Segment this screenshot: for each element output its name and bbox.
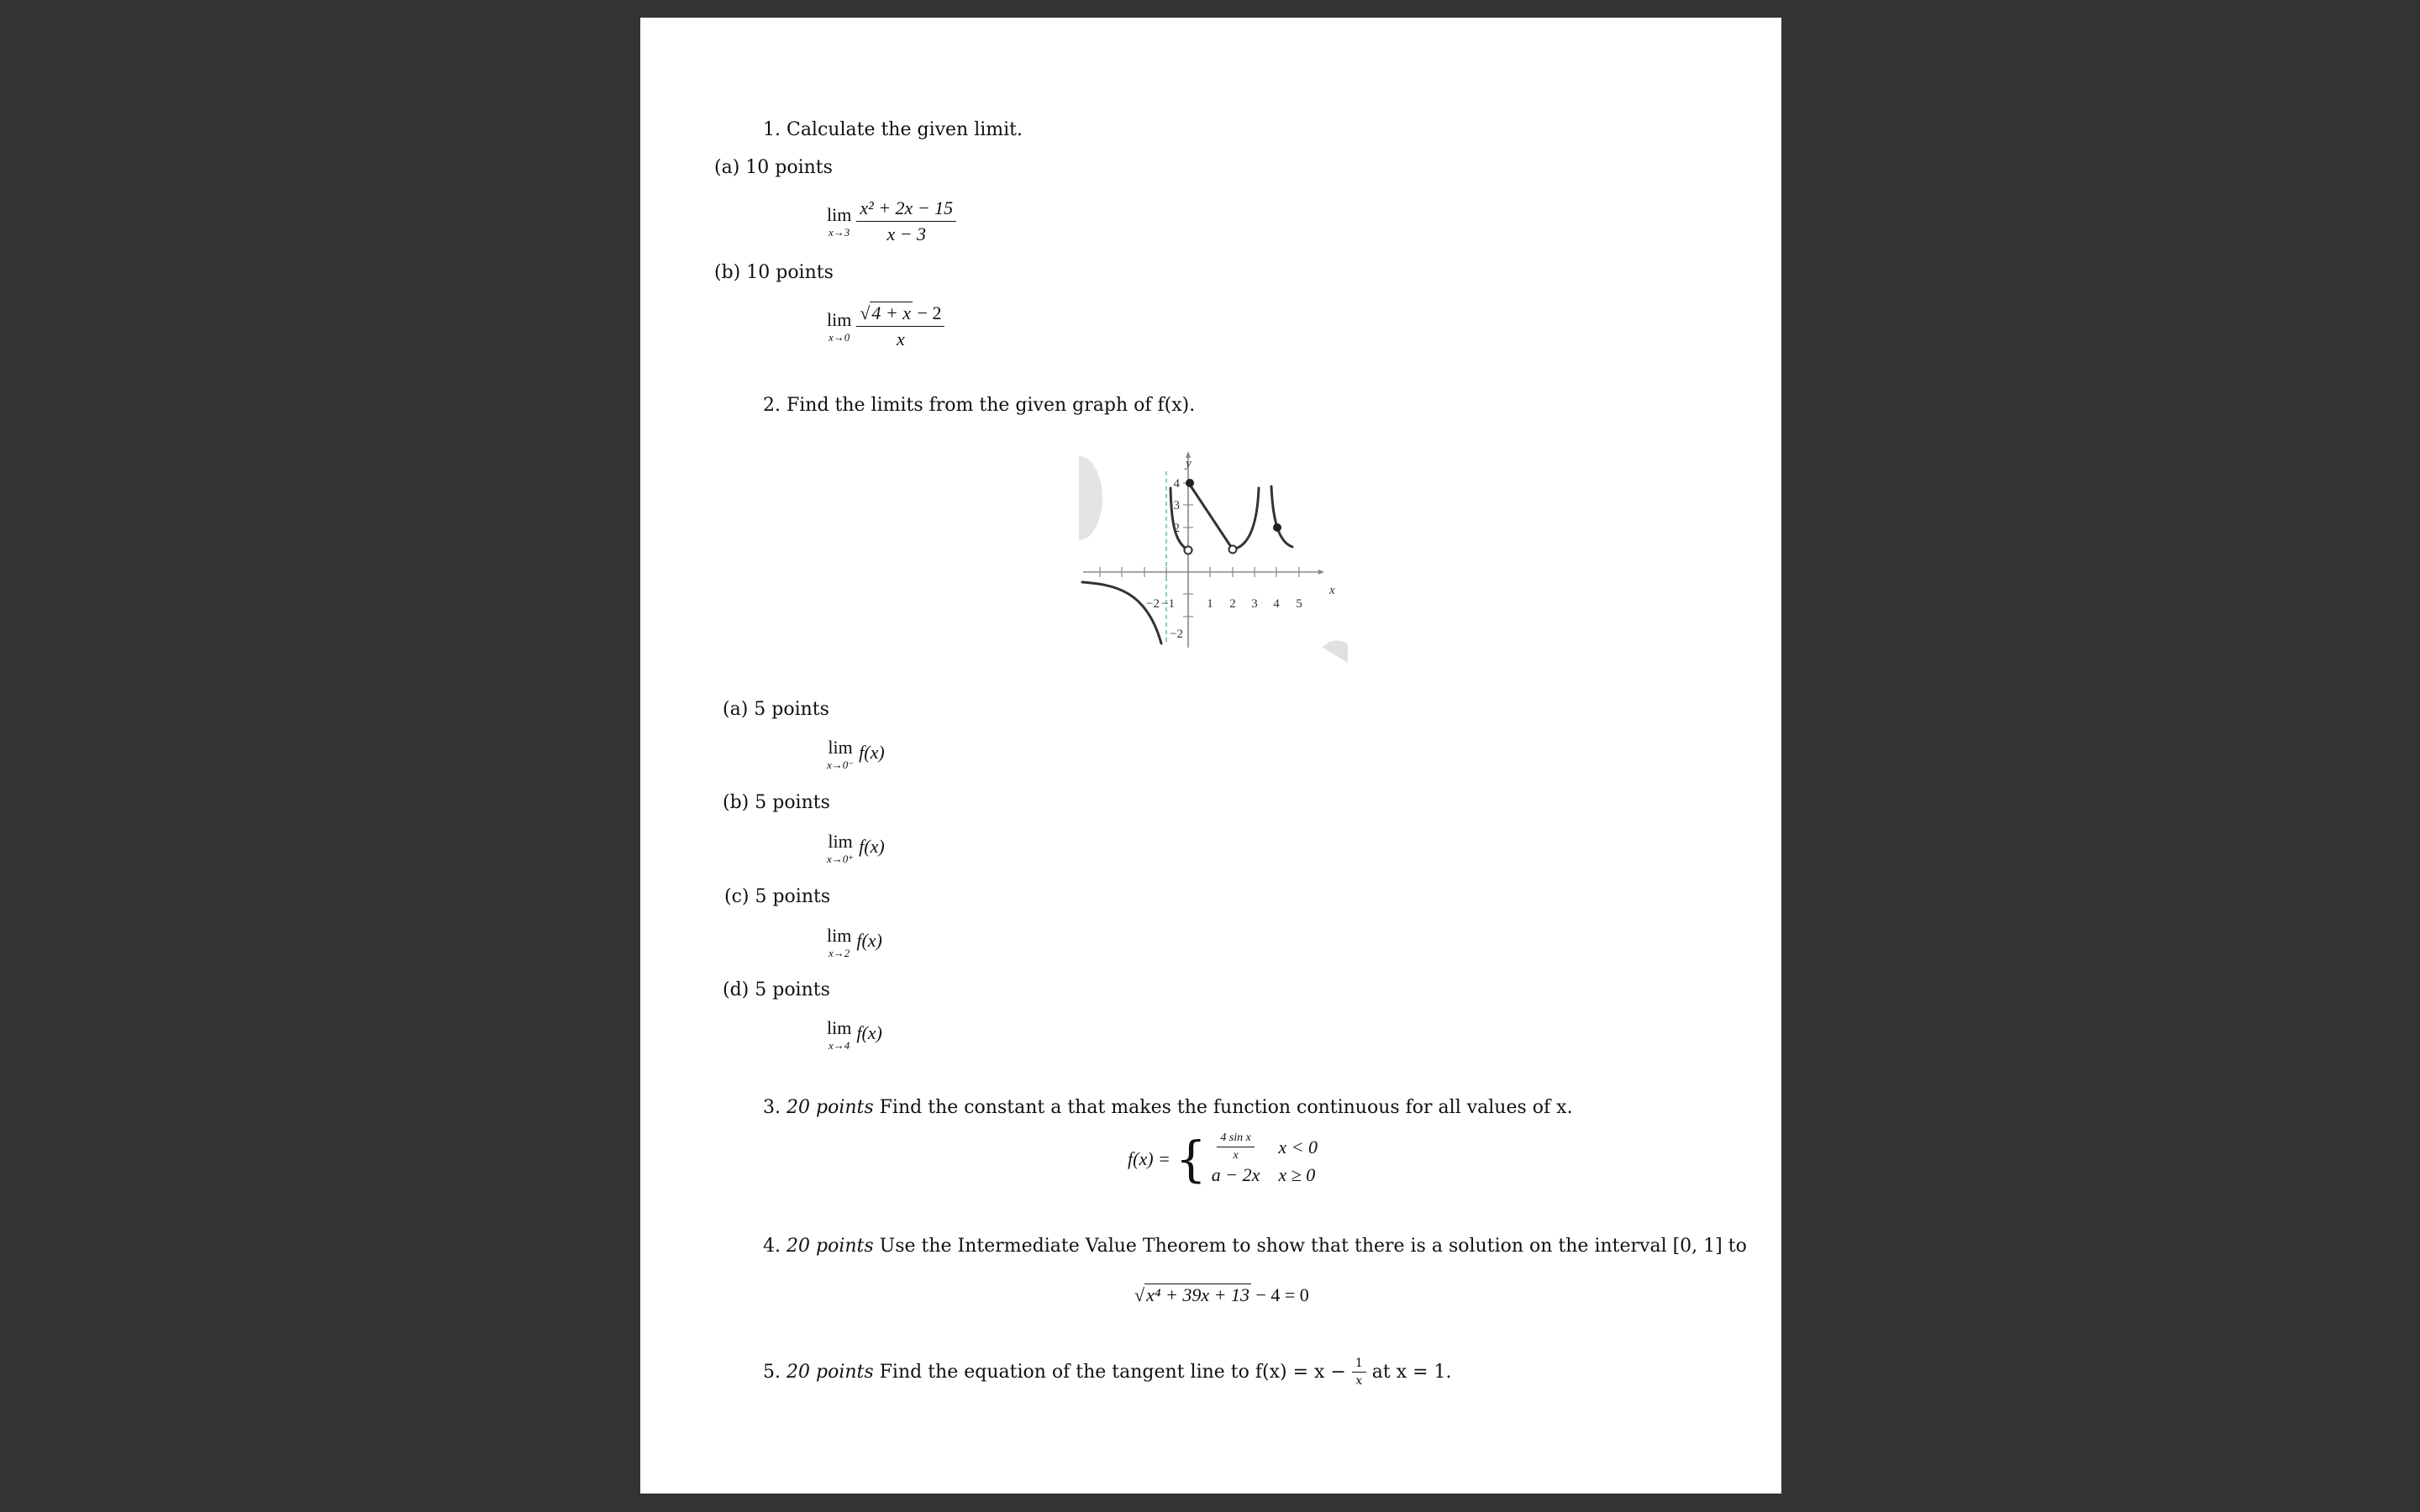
problem-2b-formula: lim x→0⁺ f(x) (827, 831, 885, 865)
document-page (640, 18, 1781, 1494)
problem-1b-label: (b) 10 points (714, 262, 834, 283)
function-graph (1079, 438, 1348, 666)
problem-1-header: 1. Calculate the given limit. (763, 119, 1023, 140)
y-tick-label: −2 (1170, 627, 1183, 641)
right-rising-curve (1233, 488, 1259, 549)
x-tick-label: 1 (1207, 597, 1213, 611)
problem-2a-formula: lim x→0⁻ f(x) (827, 737, 885, 771)
closed-point-x4 (1273, 523, 1281, 532)
problem-2c-label: (c) 5 points (724, 886, 831, 907)
right-falling-curve (1271, 486, 1292, 547)
problem-2a-label: (a) 5 points (723, 699, 829, 720)
problem-2c-formula: lim x→2 f(x) (827, 925, 882, 959)
x-tick-label: 2 (1229, 597, 1236, 611)
open-point-origin (1185, 547, 1192, 554)
scan-artifact-right (1323, 641, 1348, 663)
y-tick-label: 2 (1173, 522, 1180, 535)
open-point-x2 (1229, 546, 1237, 554)
problem-1b-formula: lim x→0 $\frac{√4 + x - 2}{x}$ (827, 302, 944, 350)
x-axis-arrow (1318, 570, 1324, 575)
x-tick-label: −2 (1146, 597, 1160, 611)
x-tick-label: 5 (1296, 597, 1302, 611)
problem-1a-label: (a) 10 points (714, 157, 833, 178)
x-tick-label: 3 (1251, 597, 1258, 611)
y-tick-label: 3 (1173, 499, 1180, 512)
problem-2-header: 2. Find the limits from the given graph of f(x). (763, 395, 1196, 416)
x-tick-label: −1 (1161, 597, 1175, 611)
problem-2b-label: (b) 5 points (723, 792, 830, 813)
scan-artifact-left (1079, 456, 1102, 540)
problem-3-piecewise: f(x) = { $\frac{\text{4 sin x}}{x}$ x < 0 a − 2x x ≥ 0 (1128, 1130, 1318, 1188)
x-axis-label: x (1329, 584, 1335, 597)
problem-4-header: 4. 20 points Use the Intermediate Value Theorem to show that there is a solution on the interval [0, 1] to (763, 1236, 1747, 1257)
problem-2d-formula: lim x→4 f(x) (827, 1017, 882, 1052)
middle-branch-curve (1171, 488, 1188, 550)
y-axis-label: y (1186, 457, 1192, 470)
problem-4-equation: √x⁴ + 39x + 13 − 4 = 0 (1134, 1284, 1309, 1305)
problem-5-header: 5. 20 points Find the equation of the tangent line to f(x) = x − $\frac{1}{x}$ at x = 1. (763, 1357, 1452, 1388)
problem-3-header: 3. 20 points Find the constant a that makes the function continuous for all values of x. (763, 1097, 1573, 1118)
closed-point-y4 (1186, 479, 1194, 487)
problem-1a-formula: lim x→3 $\frac{\text{x² + 2x − 15}}{x - 3}$ (827, 197, 956, 245)
x-tick-label: 4 (1273, 597, 1280, 611)
line-segment (1190, 485, 1233, 549)
y-tick-label: 4 (1173, 477, 1180, 491)
problem-2d-label: (d) 5 points (723, 979, 830, 1000)
left-branch-curve (1082, 582, 1161, 643)
